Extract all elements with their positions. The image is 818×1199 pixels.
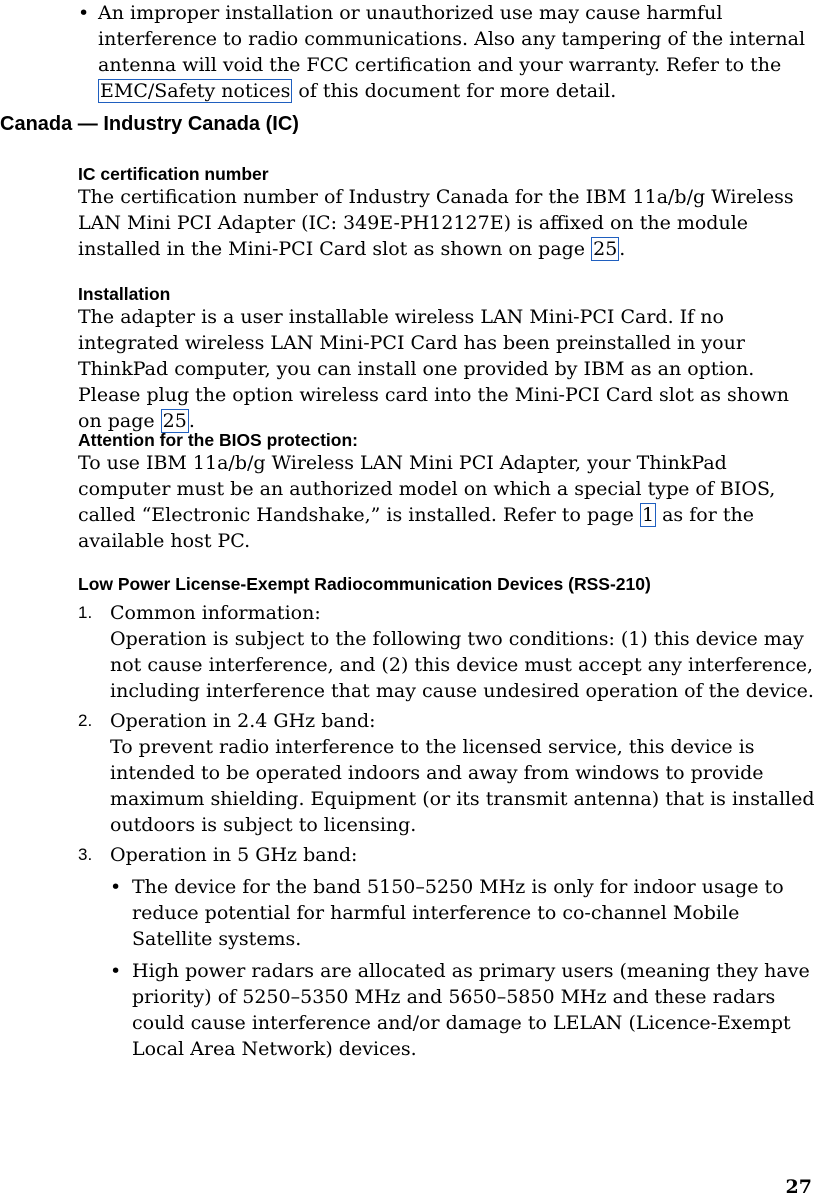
list-item-title: Operation in 2.4 GHz band: xyxy=(110,710,376,732)
intro-bullet xyxy=(78,0,808,104)
bullet-mark: • xyxy=(110,960,122,982)
ic-cert-section xyxy=(78,164,818,262)
rss-heading: Low Power License-Exempt Radiocommunication Devices (RSS-210) xyxy=(78,574,651,594)
installation-heading: Installation xyxy=(78,284,171,304)
list-item xyxy=(78,708,818,838)
list-number: 1. xyxy=(78,603,93,622)
bullet-mark: • xyxy=(110,876,122,898)
section-title: Canada — Industry Canada (IC) xyxy=(0,113,299,135)
page-25-link[interactable]: 25 xyxy=(593,238,618,260)
rss-section xyxy=(78,574,818,1062)
list-number: 3. xyxy=(78,845,93,864)
sub-bullet-text: High power radars are allocated as primary users (meaning they have priority) of 5250–5350 MHz and 5650–5850 MHz and these radars could cause interference and/or damage to LELAN (Licence-Exempt Local Area Network) devices. xyxy=(132,960,810,1060)
list-item-body: To prevent radio interference to the licensed service, this device is intended to be operated indoors and away from windows to provide maximum shielding. Equipment (or its transmit antenna) that is installed outdoors is subject to licensing. xyxy=(110,736,815,836)
bios-heading: Attention for the BIOS protection: xyxy=(78,430,358,450)
list-number: 2. xyxy=(78,711,93,730)
list-item-title: Common information: xyxy=(110,602,321,624)
sub-bullet-text: The device for the band 5150–5250 MHz is only for indoor usage to reduce potential for harmful interference to co-channel Mobile Satellite systems. xyxy=(132,876,784,950)
list-item-body: Operation is subject to the following two conditions: (1) this device may not cause interference, and (2) this device must accept any interference, including interference that may cause undesired operation of the device. xyxy=(110,628,814,702)
sub-bullet xyxy=(110,958,818,1062)
bullet-mark: • xyxy=(78,2,90,24)
ic-cert-heading: IC certification number xyxy=(78,164,269,184)
emc-safety-link[interactable]: EMC/Safety notices xyxy=(100,80,291,102)
bios-section xyxy=(78,430,818,554)
installation-section xyxy=(78,284,818,434)
page-number: 27 xyxy=(785,1176,812,1198)
bios-paragraph: To use IBM 11a/b/g Wireless LAN Mini PCI Adapter, your ThinkPad computer must be an authorized model on which a special type of BIOS, called “Electronic Handshake,” is installed. Refer to page 1 as for the available host PC. xyxy=(78,452,776,552)
page-25-link-2[interactable]: 25 xyxy=(162,410,187,432)
sub-bullet xyxy=(110,874,818,952)
list-item xyxy=(78,600,818,704)
installation-paragraph: The adapter is a user installable wireless LAN Mini-PCI Card. If no integrated wireless LAN Mini-PCI Card has been preinstalled in your ThinkPad computer, you can install one provided by IBM as an option. Please plug the option wireless card into the Mini-PCI Card slot as shown on page 25 . xyxy=(78,306,789,432)
list-item xyxy=(78,842,818,1062)
ic-cert-paragraph: The certification number of Industry Canada for the IBM 11a/b/g Wireless LAN Mini PCI Adapter (IC: 349E-PH12127E) is affixed on the module installed in the Mini-PCI Card slot as shown on page 25 . xyxy=(78,186,794,260)
page-1-link[interactable]: 1 xyxy=(641,504,655,526)
intro-bullet-text: An improper installation or unauthorized use may cause harmful interference to radio communications. Also any tampering of the internal antenna will void the FCC certification and your warranty. Refer to the EMC/Safety notices of this document for more detail. xyxy=(98,2,806,102)
list-item-title: Operation in 5 GHz band: xyxy=(110,844,358,866)
